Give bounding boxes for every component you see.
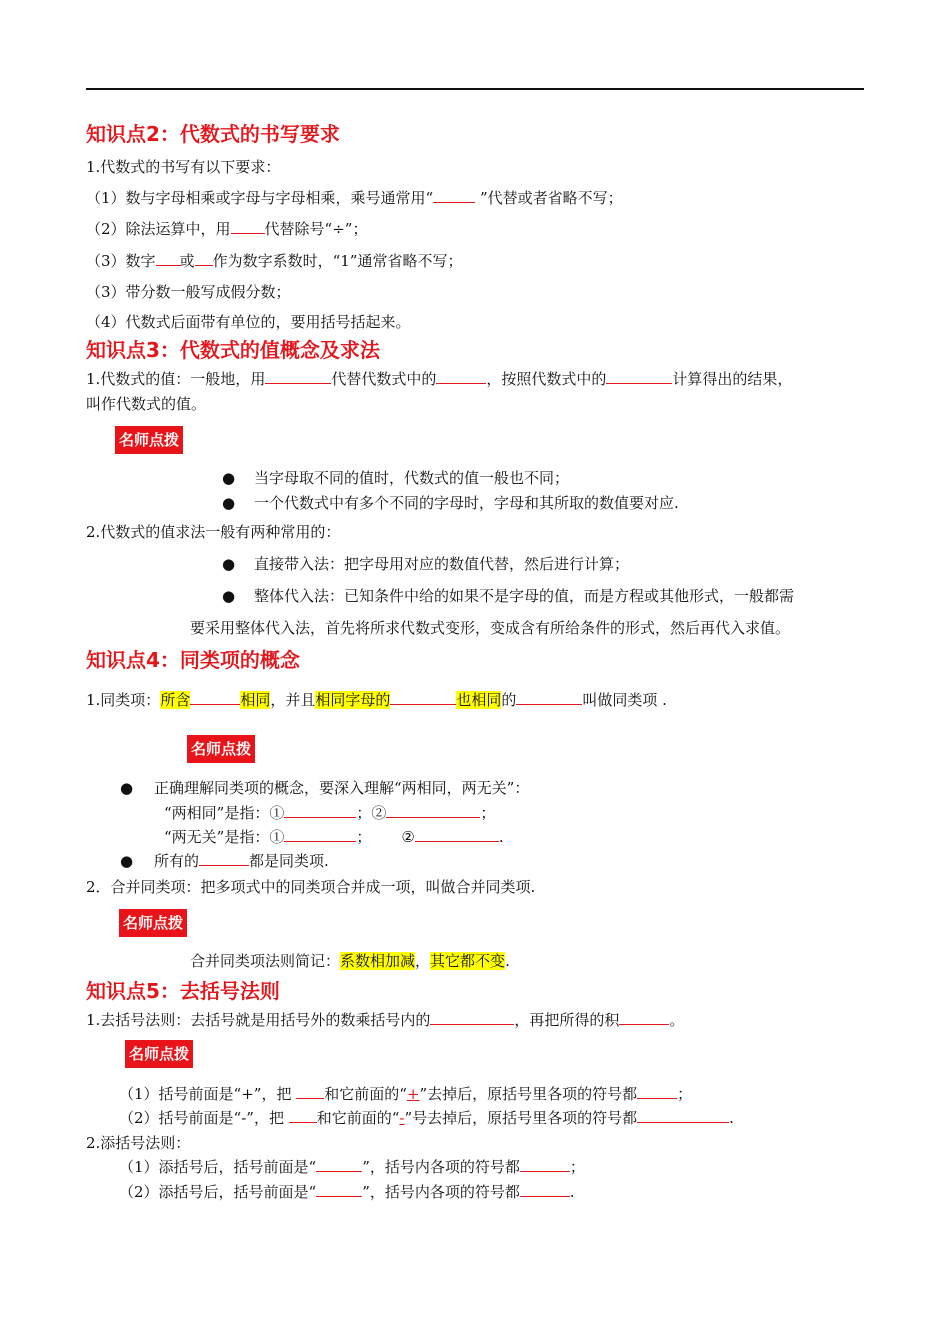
text: （2）括号前面是“-”，把 (119, 1109, 289, 1127)
text: 作为数字系数时，“1”通常省略不写； (212, 252, 463, 270)
text: ② (401, 828, 415, 846)
k4-combine-rule (190, 951, 510, 971)
k3-method-1: 直接带入法：把字母用对应的数值代替，然后进行计算； (254, 555, 630, 573)
text: （1）数与字母相乘或字母与字母相乘，乘号通常用“ (86, 189, 434, 207)
blank (390, 690, 456, 705)
blank (520, 1157, 570, 1172)
highlight: 相同 (240, 691, 271, 709)
section-title-k2: 知识点2：代数式的书写要求 (86, 122, 340, 146)
text: （2）添括号后，括号前面是“ (119, 1183, 317, 1201)
text: “两无关”是指：① (164, 828, 285, 846)
k4-definition (86, 690, 667, 710)
blank (265, 369, 331, 384)
text: ，并且 (270, 691, 316, 709)
k3-definition-cont: 叫作代数式的值。 (86, 395, 207, 413)
k3-tip-2: 一个代数式中有多个不同的字母时，字母和其所取的数值要对应. (254, 494, 679, 512)
text: 都是同类项. (249, 852, 329, 870)
bullet-icon: ● (120, 779, 134, 797)
minus-sign: - (399, 1109, 405, 1127)
highlight: 也相同 (456, 691, 502, 709)
text: ； (480, 804, 496, 822)
text: （2）除法运算中，用 (86, 220, 231, 238)
section-title-k4: 知识点4：同类项的概念 (86, 648, 300, 672)
k3-tip-1: 当字母取不同的值时，代数式的值一般也不同； (254, 469, 570, 487)
k5-add-case-1 (119, 1157, 585, 1177)
bullet-icon: ● (120, 852, 134, 870)
text: 1.代数式的值：一般地，用 (86, 370, 266, 388)
text: 代替除号“÷”； (264, 220, 368, 238)
k4-tip-1: 正确理解同类项的概念，要深入理解“两相同，两无关”： (154, 779, 530, 797)
text: 所有的 (154, 852, 200, 870)
text: ，再把所得的积 (514, 1011, 620, 1029)
text: “两相同”是指：① (164, 804, 285, 822)
text: ”号去掉后，原括号里各项的符号都 (404, 1109, 638, 1127)
blank (195, 251, 213, 266)
blank (637, 1108, 729, 1123)
text: 1.去括号法则：去括号就是用括号外的数乘括号内的 (86, 1011, 431, 1029)
blank (284, 827, 356, 842)
blank (316, 1182, 362, 1197)
k5-add-rule-title: 2.添括号法则： (86, 1134, 191, 1152)
k2-rule-4: （3）带分数一般写成假分数； (86, 283, 291, 301)
k3-definition (86, 369, 792, 389)
k5-add-case-2 (119, 1182, 575, 1202)
k4-tip-2 (154, 851, 329, 871)
tip-badge: 名师点拨 (119, 909, 187, 937)
text: ”代替或者省略不写； (475, 189, 623, 207)
blank (316, 1157, 362, 1172)
blank (619, 1010, 669, 1025)
text: ； (677, 1085, 693, 1103)
text: . (498, 828, 504, 846)
blank (199, 851, 249, 866)
blank (520, 1182, 570, 1197)
k4-two-same (164, 803, 495, 823)
text: ”，括号内各项的符号都 (362, 1183, 520, 1201)
text: 和它前面的“ (324, 1085, 407, 1103)
blank (516, 690, 582, 705)
text: （1）添括号后，括号前面是“ (119, 1158, 317, 1176)
k5-plus-case (119, 1084, 692, 1104)
k4-two-irrelevant (164, 827, 504, 847)
tip-badge: 名师点拨 (187, 735, 255, 763)
k3-methods-intro: 2.代数式的值求法一般有两种常用的： (86, 523, 341, 541)
bullet-icon: ● (222, 469, 236, 487)
blank (296, 1084, 324, 1099)
plus-sign: + (406, 1085, 420, 1103)
blank (386, 803, 480, 818)
text: 代替代数式中的 (331, 370, 437, 388)
blank (284, 803, 356, 818)
text: ”去掉后，原括号里各项的符号都 (419, 1085, 638, 1103)
k2-rule-2 (86, 219, 367, 239)
blank (436, 369, 486, 384)
k4-combine-def: 2．合并同类项：把多项式中的同类项合并成一项，叫做合并同类项. (86, 878, 536, 896)
highlight: 系数相加减 (340, 952, 416, 970)
blank (231, 219, 265, 234)
k5-remove-rule (86, 1010, 684, 1030)
text: ； (569, 1158, 585, 1176)
k3-method-2: 整体代入法：已知条件中给的如果不是字母的值，而是方程或其他形式，一般都需 (254, 587, 795, 605)
header-rule (86, 88, 864, 90)
text: 的 (501, 691, 517, 709)
text: 或 (179, 252, 195, 270)
tip-badge: 名师点拨 (115, 426, 183, 454)
k2-rule-3 (86, 251, 462, 271)
text: 合并同类项法则简记： (190, 952, 341, 970)
k5-minus-case (119, 1108, 734, 1128)
section-title-k5: 知识点5：去括号法则 (86, 979, 280, 1003)
text: ， (415, 952, 431, 970)
highlight: 其它都不变 (430, 952, 506, 970)
text: . (569, 1183, 575, 1201)
highlight: 相同字母的 (315, 691, 391, 709)
blank (156, 251, 180, 266)
text: （1）括号前面是“+”，把 (119, 1085, 297, 1103)
blank (606, 369, 672, 384)
bullet-icon: ● (222, 555, 236, 573)
k2-rule-1 (86, 188, 623, 208)
blank (430, 1010, 514, 1025)
bullet-icon: ● (222, 587, 236, 605)
text: . (505, 952, 510, 970)
tip-badge: 名师点拨 (125, 1040, 193, 1068)
text: ； (356, 828, 372, 846)
text: . (729, 1109, 734, 1127)
text: 计算得出的结果， (672, 370, 793, 388)
highlight: 所含 (160, 691, 191, 709)
blank (190, 690, 240, 705)
k3-method-2-cont: 要采用整体代入法，首先将所求代数式变形，变成含有所给条件的形式，然后再代入求值。 (190, 619, 791, 637)
text: 。 (669, 1011, 685, 1029)
text: ；② (356, 804, 387, 822)
text: （3）数字 (86, 252, 156, 270)
bullet-icon: ● (222, 494, 236, 512)
k2-rule-5: （4）代数式后面带有单位的，要用括号括起来。 (86, 313, 411, 331)
text: 和它前面的“ (316, 1109, 400, 1127)
section-title-k3: 知识点3：代数式的值概念及求法 (86, 338, 380, 362)
blank (415, 827, 499, 842)
text: ”，括号内各项的符号都 (362, 1158, 520, 1176)
blank (637, 1084, 677, 1099)
k2-intro: 1.代数式的书写有以下要求： (86, 158, 281, 176)
text: 1.同类项： (86, 691, 161, 709)
text: ，按照代数式中的 (486, 370, 607, 388)
text: 叫做同类项 . (582, 691, 667, 709)
blank (433, 188, 475, 203)
blank (289, 1108, 317, 1123)
